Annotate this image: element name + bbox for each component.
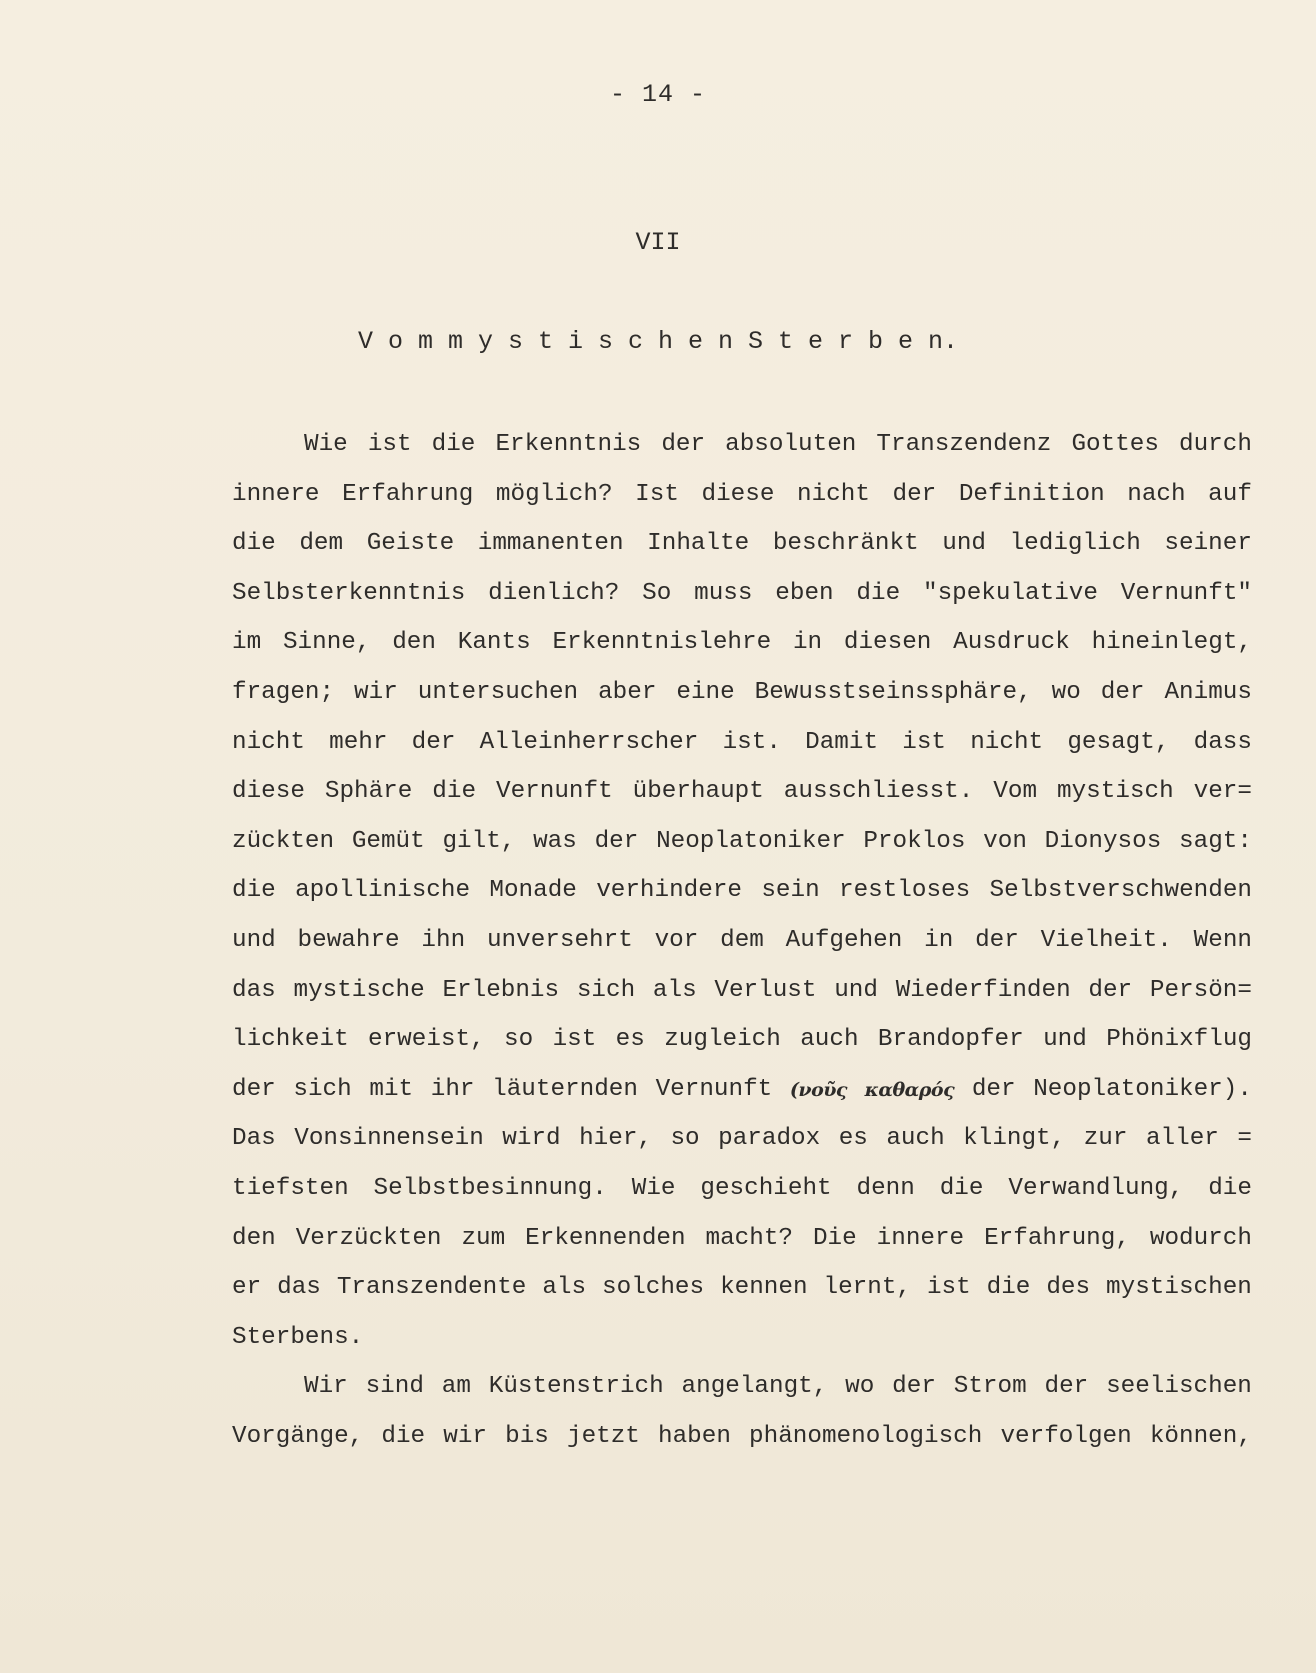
text-line [232,1224,1252,1274]
word: mehr [329,728,388,756]
word: und [232,926,276,954]
word: auch [800,1026,859,1054]
chapter-title: V o m m y s t i s c h e n S t e r b e n. [357,327,959,356]
word: = [1237,1125,1252,1153]
word: Kants [457,629,531,657]
word: der [1044,1373,1089,1401]
word: unversehrt [486,926,633,954]
word: ihn [421,926,466,954]
word: muss [694,579,753,607]
text-line [232,876,1252,926]
word: ist [902,728,946,756]
word: fragen; [232,678,335,706]
word: und [1043,1026,1087,1054]
word: gesagt, [1067,728,1170,756]
word: Vom [993,778,1038,806]
word: (νοῦς [789,1078,847,1101]
word: Selbsterkenntnis [232,579,466,607]
word: Vielheit. [1040,926,1172,954]
word: lediglich [1009,530,1141,558]
word: die [1208,1174,1252,1202]
word: macht? [705,1224,793,1252]
word: nicht [797,480,870,508]
word: Strom [953,1373,1027,1401]
word: Transzendente [336,1274,527,1302]
word: Verzückten [295,1224,442,1252]
word: die [232,877,276,905]
word: bewahre [297,926,400,954]
word: wo [1051,678,1081,706]
word: eine [676,678,735,706]
word: mystische [293,976,425,1004]
page-number: - 14 - [609,80,706,109]
text-line [232,1025,1252,1075]
word: mystisch [1057,778,1174,806]
word: sein [761,877,820,905]
word: Wie [631,1174,676,1202]
word: als [652,976,697,1004]
word: solches [602,1274,705,1302]
word: überhaupt [632,778,764,806]
word: ist [367,431,412,458]
word: Sinne, [282,629,371,657]
word: Transzendenz [876,431,1052,458]
text-line [232,480,1252,530]
word: im [232,629,262,657]
word: geschieht [700,1174,832,1202]
word: Erfahrung, [984,1224,1130,1252]
word: beschränkt [772,530,919,558]
word: Gemüt [351,827,425,855]
word: innere [876,1224,965,1252]
word: der [971,1075,1016,1103]
word: wodurch [1149,1224,1252,1252]
word: bis [505,1422,549,1450]
paragraph-1 [232,430,1252,1372]
word: durch [1179,431,1252,458]
word: So [642,579,672,607]
word: Persön= [1149,976,1252,1004]
word: hier, [579,1125,652,1153]
text-line [232,728,1252,778]
word: das [277,1274,321,1302]
word: klingt, [963,1125,1066,1153]
word: mystischen [1106,1274,1252,1302]
word: Bewusstseinssphäre, [754,678,1032,706]
text-line [232,1174,1252,1224]
word: denn [856,1174,915,1202]
word: sich [293,1075,352,1103]
word: so [504,1026,534,1054]
text-line [232,430,1252,480]
word: die [432,778,477,806]
word: es [838,1125,868,1153]
word: Vernunft [655,1075,773,1103]
text-line [232,579,1252,629]
word: die [986,1274,1031,1302]
word: Alleinherrscher [479,728,699,756]
word: kennen [720,1274,808,1302]
word: zugleich [664,1026,781,1054]
word: Aufgehen [785,926,903,954]
word: apollinische [295,877,471,905]
word: wir [443,1422,487,1450]
paragraph-2 [232,1372,1252,1471]
word: Erkennenden [525,1224,686,1252]
word: absoluten [725,431,857,458]
word: sich [576,976,636,1004]
word: als [542,1274,587,1302]
word: nicht [970,728,1044,756]
word: Küstenstrich [488,1373,664,1401]
word: Proklos [863,827,966,855]
word: von [983,827,1027,855]
word: zückten [232,827,335,855]
word: Monade [489,877,577,905]
word: ver= [1193,778,1252,806]
word: Wenn [1193,926,1252,954]
word: wird [502,1125,561,1153]
chapter-numeral: VII [635,228,681,257]
word: dass [1193,728,1252,756]
word: die [856,579,901,607]
word: und [942,530,986,558]
word: Damit [805,728,879,756]
word: auch [886,1125,945,1153]
word: Brandopfer [877,1026,1024,1054]
word: Ist [635,480,679,508]
word: der [892,1373,936,1401]
word: den [232,1224,276,1252]
word: angelangt, [681,1373,828,1401]
word: diesen [843,629,932,657]
word: Das [232,1125,276,1153]
word: ist [926,1274,971,1302]
text-line [232,529,1252,579]
word: Ausdruck [953,629,1070,657]
word: der [1088,976,1133,1004]
word: lichkeit [232,1026,349,1054]
text-line [232,926,1252,976]
word: Wiederfinden [895,976,1071,1004]
word: am [441,1373,471,1401]
word: und [834,976,878,1004]
word: das [232,976,276,1004]
word: ihr [430,1075,475,1103]
word: können, [1149,1422,1252,1450]
word: möglich? [495,480,613,508]
word: erweist, [368,1026,485,1054]
word: Erkenntnis [495,431,642,458]
text-line [232,976,1252,1026]
word: mit [369,1075,414,1103]
text-line [232,1124,1252,1174]
word: zum [461,1224,506,1252]
word: in [792,629,823,657]
word: haben [658,1422,731,1450]
word: Neoplatoniker [656,827,846,855]
word: dienlich? [488,579,620,607]
word: untersuchen [417,678,579,706]
word: phänomenologisch [749,1422,983,1450]
word: läuternden [492,1075,638,1103]
word: Definition [958,480,1105,508]
word: es [615,1026,645,1054]
word: dem [720,926,764,954]
word: der [1100,678,1145,706]
word: Selbstbesinnung. [373,1174,607,1202]
word: die [431,431,476,458]
word: die [232,530,276,558]
text-line [232,1323,1252,1373]
word: der [975,926,1019,954]
text-line [232,628,1252,678]
word: der [661,431,706,458]
word: Erfahrung [342,480,474,508]
word: "spekulative [922,579,1098,607]
word: seiner [1164,530,1252,558]
word: gilt, [442,827,516,855]
word: seelischen [1106,1373,1252,1401]
word: Wie [304,431,348,458]
word: Vernunft [496,778,613,806]
word: Inhalte [647,530,750,558]
word: aller [1145,1125,1219,1153]
word: Phönixflug [1106,1026,1252,1054]
word: Erlebnis [442,976,560,1004]
word: den [392,629,436,657]
word: Verlust [714,976,817,1004]
word: Selbstverschwenden [989,877,1252,905]
word: restloses [838,877,971,905]
word: der [232,1075,276,1103]
text-line [232,1273,1252,1323]
word: die [381,1422,426,1450]
word: die [939,1174,984,1202]
word: hineinlegt, [1091,629,1252,657]
word: tiefsten [232,1174,349,1202]
word: Vernunft" [1120,579,1252,607]
text-line [232,777,1252,827]
text-line [232,678,1252,728]
word: paradox [718,1125,821,1153]
word: der [892,480,937,508]
text-line [232,1075,1252,1125]
word: dem [299,530,344,558]
word: auf [1208,480,1252,508]
word: innere [232,480,320,508]
word: καθαρός [864,1078,955,1101]
word: Dionysos [1044,827,1162,855]
word: der [594,827,639,855]
word: wo [845,1373,875,1401]
word: er [232,1274,262,1302]
word: lernt, [823,1274,911,1302]
word: sagt: [1179,827,1252,855]
text-line [232,1422,1252,1472]
word: der [411,728,456,756]
word: diese [232,778,305,806]
word: Neoplatoniker). [1033,1075,1252,1103]
word: ist. [722,728,781,756]
word: zur [1083,1125,1128,1153]
text-line [232,827,1252,877]
word: verfolgen [1000,1422,1132,1450]
word: Animus [1164,678,1252,706]
word: was [533,827,577,855]
word: wir [354,678,398,706]
word: Geiste [366,530,455,558]
word: Vorgänge, [232,1422,364,1450]
word: eben [775,579,834,607]
word: Sphäre [324,778,413,806]
word: in [924,926,954,954]
word: aber [598,678,657,706]
word: Wir [304,1373,348,1401]
word: nach [1127,480,1186,508]
word: Vonsinnensein [294,1125,484,1153]
word: jetzt [566,1422,640,1450]
word: ausschliesst. [783,778,974,806]
word: so [670,1125,700,1153]
word: nicht [232,728,305,756]
word: sind [365,1373,424,1401]
word: vor [654,926,699,954]
word: immanenten [477,530,624,558]
word: Erkenntnislehre [552,629,772,657]
word: Die [812,1224,857,1252]
word: Gottes [1071,431,1159,458]
word: verhindere [596,877,742,905]
text-line [232,1372,1252,1422]
word: diese [701,480,775,508]
word: ist [552,1026,597,1054]
word: des [1046,1274,1091,1302]
word: Sterbens. [232,1323,364,1351]
word: Verwandlung, [1008,1174,1184,1202]
body-text [232,430,1252,1471]
